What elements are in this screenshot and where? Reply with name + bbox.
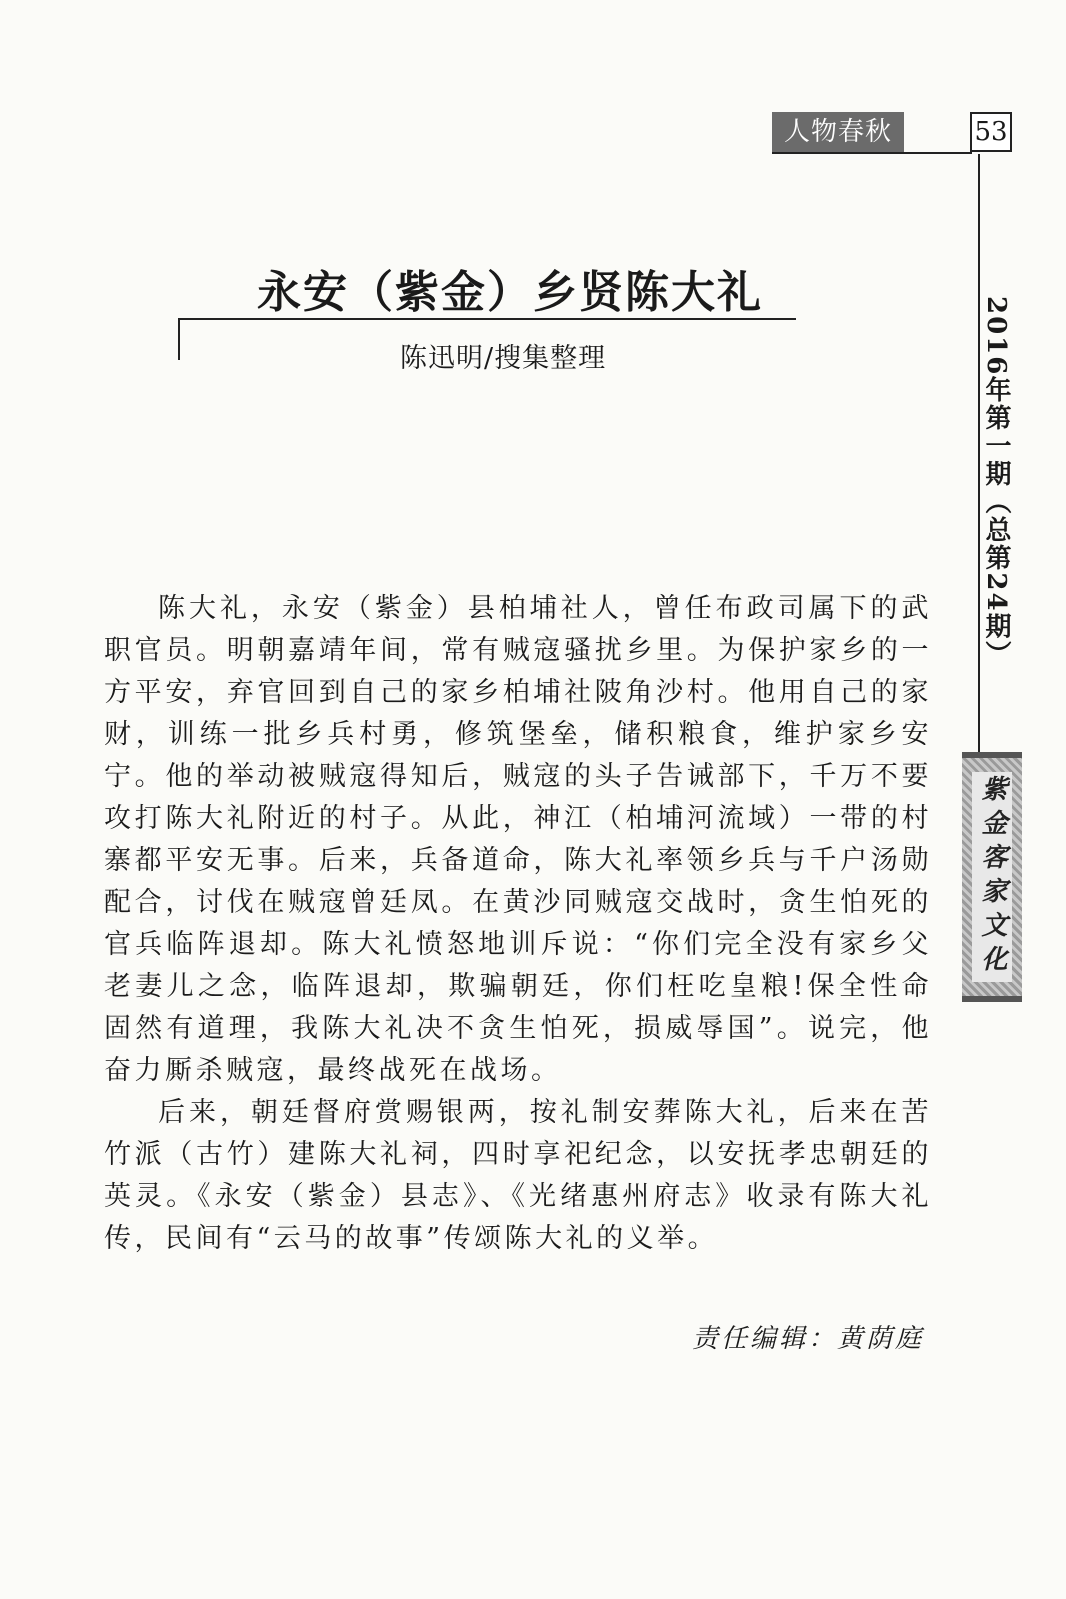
editor-credit: 责任编辑：黄荫庭	[692, 1324, 925, 1354]
title-rule	[178, 318, 796, 320]
paragraph: 陈大礼，永安（紫金）县柏埔社人，曾任布政司属下的武职官员。明朝嘉靖年间，常有贼寇骚扰乡里。为保护家乡的一方平安，弃官回到自己的家乡柏埔社陂角沙村。他用自己的家财，训练一批乡兵村勇，修筑堡垒，储积粮食，维护家乡安宁。他的举动被贼寇得知后，贼寇的头子告诫部下，千万不要攻打陈大礼附近的村子。从此，神江（柏埔河流域）一带的村寨都平安无事。后来，兵备道命，陈大礼率领乡兵与千户汤勋配合，讨伐在贼寇曾廷凤。在黄沙同贼寇交战时，贪生怕死的官兵临阵退却。陈大礼愤怒地训斥说：“你们完全没有家乡父老妻儿之念，临阵退却，欺骗朝廷，你们枉吃皇粮!保全性命固然有道理，我陈大礼决不贪生怕死，损威辱国”。说完，他奋力厮杀贼寇，最终战死在战场。	[104, 593, 932, 1086]
paragraph: 后来，朝廷督府赏赐银两，按礼制安葬陈大礼，后来在苦竹派（古竹）建陈大礼祠，四时享祀纪念，以安抚孝忠朝廷的英灵。《永安（紫金）县志》、《光绪惠州府志》收录有陈大礼传，民间有“云马的故事”传颂陈大礼的义举。	[104, 1097, 932, 1254]
article-body	[104, 588, 932, 1260]
page-number: 53	[970, 112, 1012, 152]
title-tick	[178, 318, 180, 360]
section-tab: 人物春秋	[772, 112, 904, 152]
issue-label: 2016年第一期（总第24期）	[981, 296, 1011, 669]
plate-text: 紫金客家文化	[972, 772, 1012, 982]
article-title: 永安（紫金）乡贤陈大礼	[257, 267, 763, 318]
byline: 陈迅明/搜集整理	[400, 343, 607, 374]
header-rule	[772, 152, 972, 154]
calligraphy-plate	[962, 752, 1022, 1002]
